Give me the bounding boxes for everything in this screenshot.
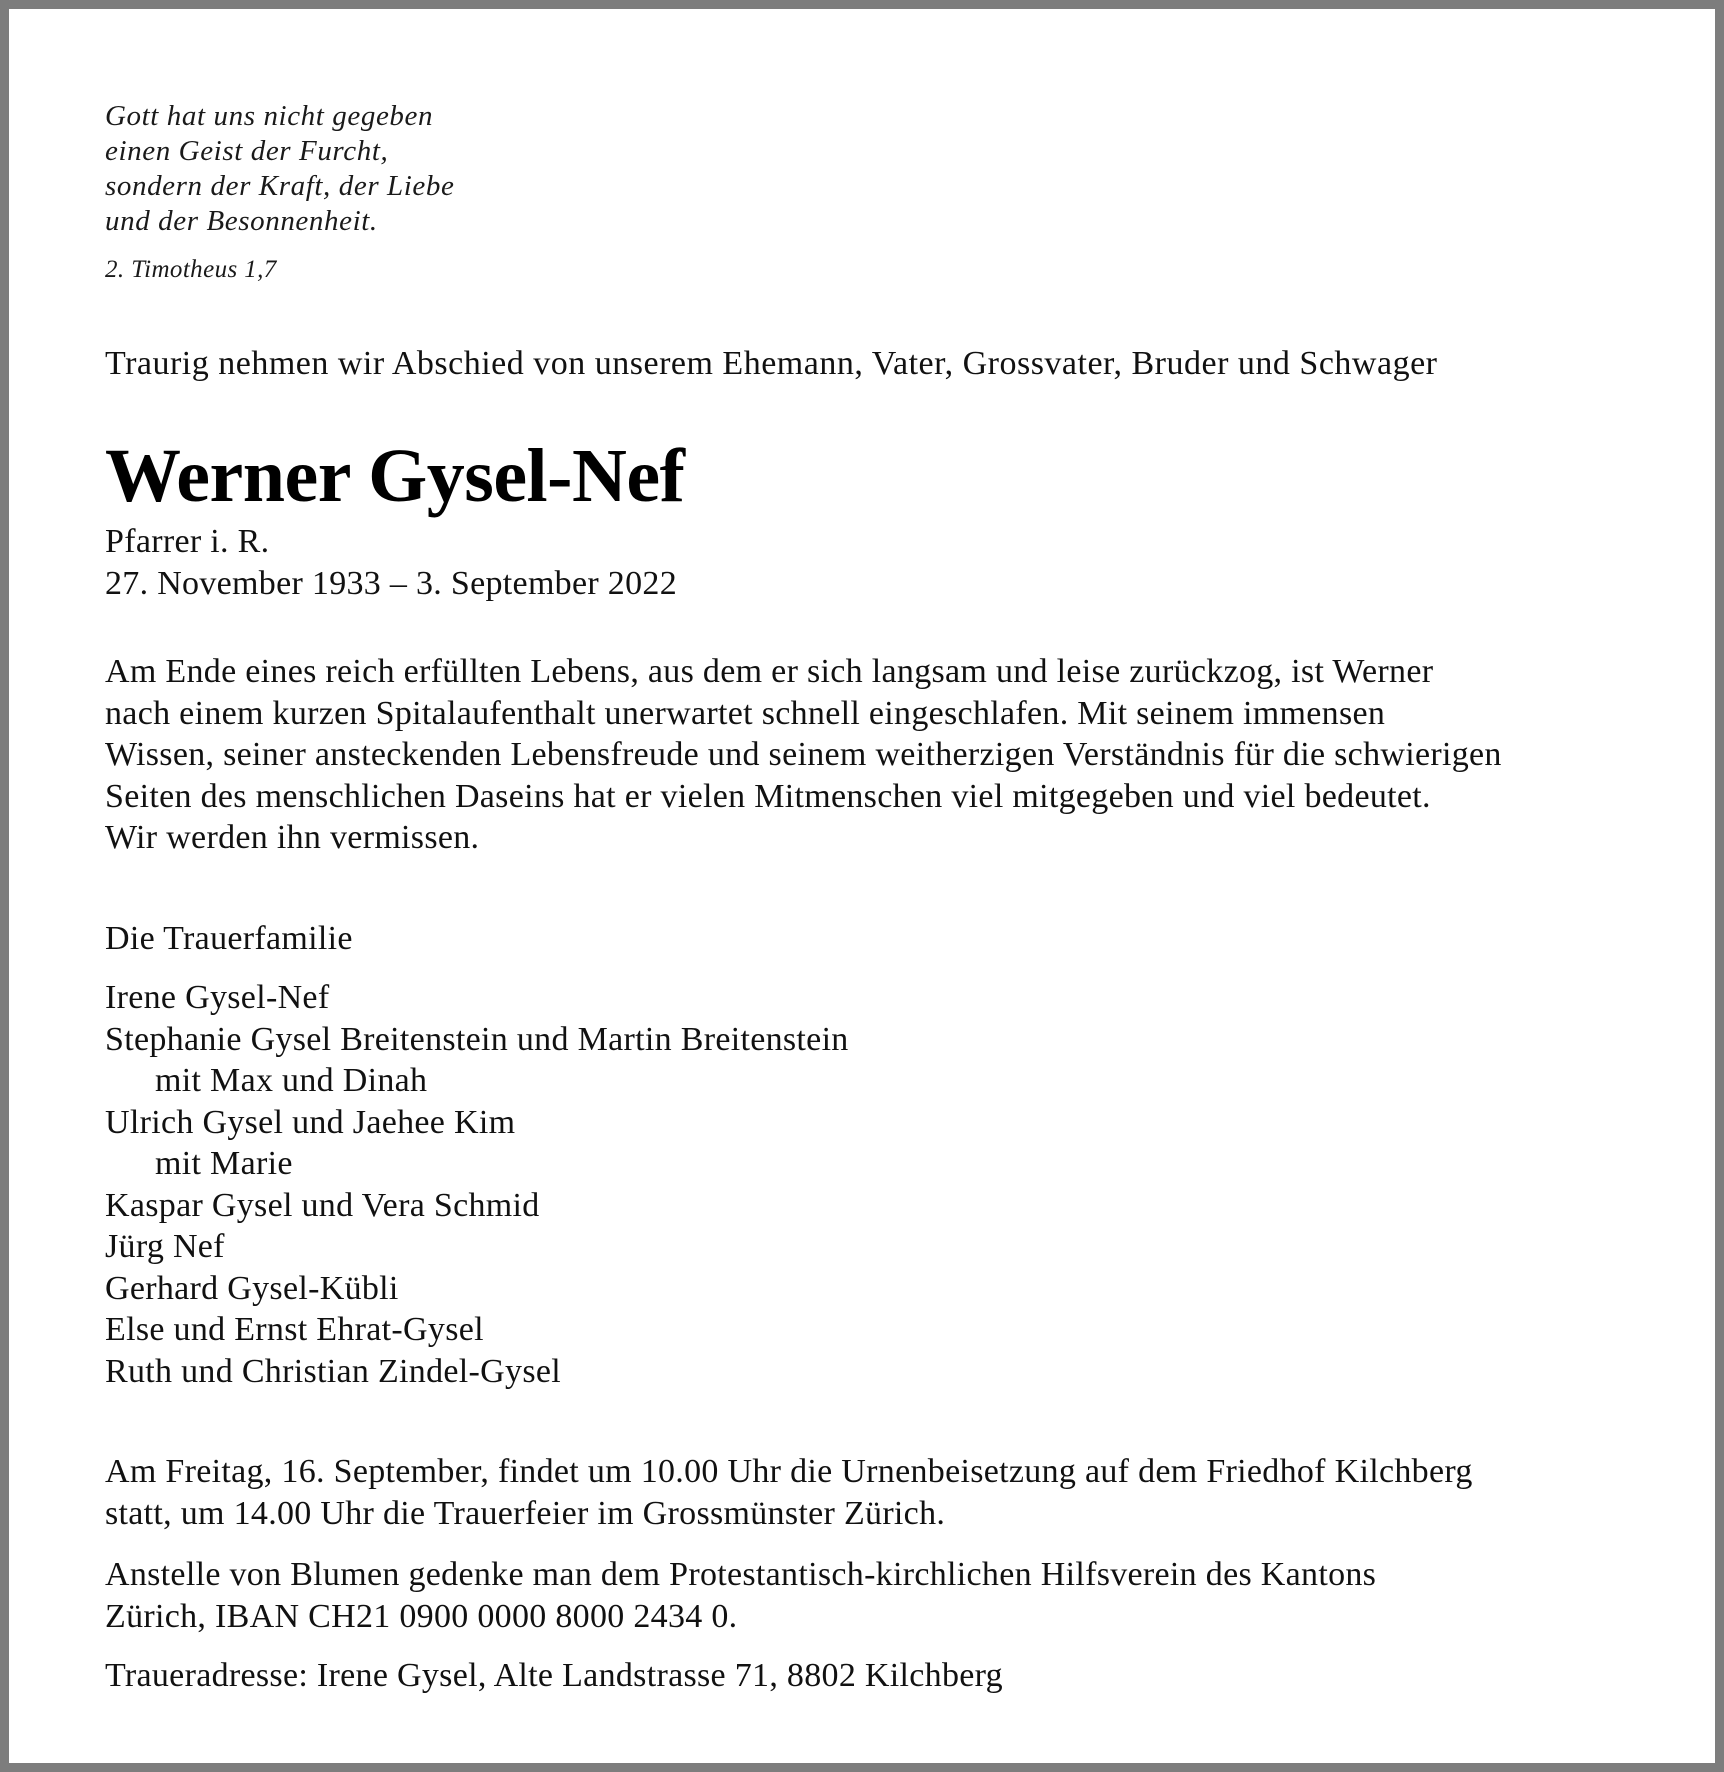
family-member: Else und Ernst Ehrat-Gysel — [105, 1311, 484, 1348]
tribute-line: Seiten des menschlichen Daseins hat er vielen Mitmenschen viel mitgegeben und viel bedeutet. — [105, 777, 1431, 815]
family-list — [105, 977, 849, 1392]
verse-line: einen Geist der Furcht, — [105, 135, 389, 167]
intro-text: Traurig nehmen wir Abschied von unserem Ehemann, Vater, Grossvater, Bruder und Schwager — [105, 345, 1438, 382]
donation-info — [105, 1554, 1376, 1638]
life-dates: 27. November 1933 – 3. September 2022 — [105, 565, 677, 602]
tribute-line: Wissen, seiner ansteckenden Lebensfreude und seinem weitherzigen Verständnis für die schwierigen — [105, 736, 1502, 773]
family-member: Ruth und Christian Zindel-Gysel — [105, 1352, 561, 1390]
tribute-line: Am Ende eines reich erfüllten Lebens, aus dem er sich langsam und leise zurückzog, ist Werner — [105, 653, 1434, 690]
family-member: Gerhard Gysel-Kübli — [105, 1269, 399, 1307]
verse-line: und der Besonnenheit. — [105, 205, 378, 237]
service-line: Am Freitag, 16. September, findet um 10.00 Uhr die Urnenbeisetzung auf dem Friedhof Kilchberg — [105, 1453, 1473, 1490]
tribute-line: nach einem kurzen Spitalaufenthalt unerwartet schnell eingeschlafen. Mit seinem immensen — [105, 694, 1386, 732]
tribute-paragraph — [105, 651, 1502, 859]
bible-verse — [105, 99, 454, 239]
service-info — [105, 1451, 1473, 1535]
tribute-line: Wir werden ihn vermissen. — [105, 819, 480, 856]
family-member-children: mit Marie — [155, 1145, 293, 1182]
deceased-title: Pfarrer i. R. — [105, 523, 270, 560]
donation-line: Zürich, IBAN CH21 0900 0000 8000 2434 0. — [105, 1598, 738, 1635]
family-heading: Die Trauerfamilie — [105, 920, 353, 957]
verse-line: sondern der Kraft, der Liebe — [105, 170, 455, 202]
family-member-children: mit Max und Dinah — [155, 1062, 428, 1099]
service-line: statt, um 14.00 Uhr die Trauerfeier im Grossmünster Zürich. — [105, 1495, 946, 1532]
family-member: Ulrich Gysel und Jaehee Kim — [105, 1103, 516, 1141]
family-member: Jürg Nef — [105, 1228, 225, 1265]
family-member: Irene Gysel-Nef — [105, 979, 330, 1016]
deceased-name: Werner Gysel-Nef — [105, 434, 685, 518]
verse-reference: 2. Timotheus 1,7 — [105, 256, 277, 283]
family-member: Stephanie Gysel Breitenstein und Martin Breitenstein — [105, 1020, 849, 1058]
verse-line: Gott hat uns nicht gegeben — [105, 100, 434, 132]
family-member: Kaspar Gysel und Vera Schmid — [105, 1186, 540, 1224]
donation-line: Anstelle von Blumen gedenke man dem Protestantisch-kirchlichen Hilfsverein des Kantons — [105, 1556, 1377, 1593]
mourning-address: Traueradresse: Irene Gysel, Alte Landstrasse 71, 8802 Kilchberg — [105, 1657, 1003, 1694]
